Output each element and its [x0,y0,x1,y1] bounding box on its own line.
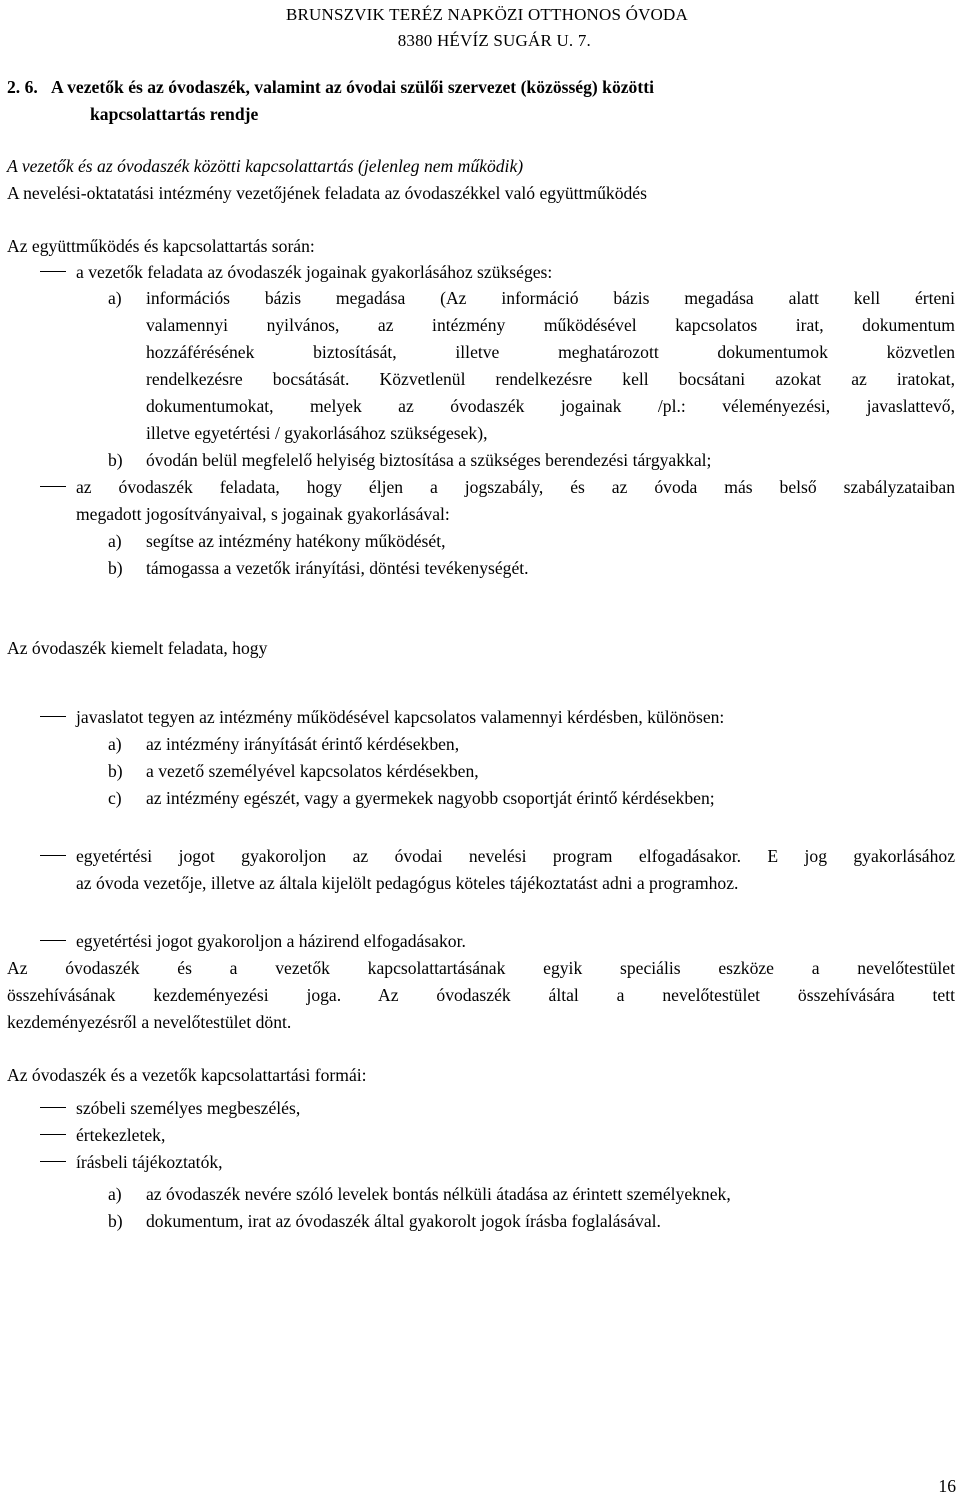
d1-a-line: illetve egyetértési / gyakorlásához szükségesek), [146,423,488,443]
intro-paragraph: A nevelési-oktatatási intézmény vezetőjének feladata az óvodaszékkel való együttműködés [7,183,647,203]
form-item: írásbeli tájékoztatók, [76,1152,223,1172]
page-number: 16 [938,1476,956,1496]
d1-a-line: hozzáférésének biztosítását, illetve meghatározott dokumentumok közvetlen [146,342,955,362]
dash1-text: a vezetők feladata az óvodaszék jogainak gyakorlásához szükséges: [76,262,553,282]
d2-b-label: b) [108,558,123,578]
d1-a-line: dokumentumokat, melyek az óvodaszék jogainak /pl.: véleményezési, javaslattevő, [146,396,955,416]
cooperation-paragraph: Az együttműködés és kapcsolattartás során: [7,236,315,256]
d3-a-label: a) [108,734,122,754]
d3-b-text: a vezető személyével kapcsolatos kérdésekben, [146,761,479,781]
f-b-label: b) [108,1211,123,1231]
f-a-label: a) [108,1184,122,1204]
d1-a-line: információs bázis megadása (Az információ bázis megadása alatt kell érteni [146,288,955,308]
dash-bullet [40,1134,66,1135]
eszkoz-line: Az óvodaszék és a vezetők kapcsolattartásának egyik speciális eszköze a nevelőtestület [7,958,955,978]
f-b-text: dokumentum, irat az óvodaszék által gyakorolt jogok írásba foglalásával. [146,1211,661,1231]
section-number: 2. 6. [7,77,38,97]
d3-a-text: az intézmény irányítását érintő kérdésekben, [146,734,460,754]
dash4-line1: egyetértési jogot gyakoroljon az óvodai nevelési program elfogadásakor. E jog gyakorlásához [76,846,955,866]
dash-bullet [40,716,66,717]
d1-a-line: valamennyi nyilvános, az intézmény működésével kapcsolatos irat, dokumentum [146,315,955,335]
d1-a-line: rendelkezésre bocsátását. Közvetlenül rendelkezésre kell bocsátani azokat az iratokat, [146,369,955,389]
kiemelt-paragraph: Az óvodaszék kiemelt feladata, hogy [7,638,268,658]
dash2-line2: megadott jogosítványaival, s jogainak gyakorlásával: [76,504,450,524]
header-address: 8380 HÉVÍZ SUGÁR U. 7. [397,31,591,50]
dash-bullet [40,940,66,941]
dash4-line2: az óvoda vezetője, illetve az általa kijelölt pedagógus köteles tájékoztatást adni a programhoz. [76,873,739,893]
dash-bullet [40,855,66,856]
section-title-line2: kapcsolattartás rendje [90,104,259,124]
form-item: értekezletek, [76,1125,166,1145]
dash3-text: javaslatot tegyen az intézmény működésével kapcsolatos valamennyi kérdésben, különösen: [76,707,725,727]
d3-c-label: c) [108,788,122,808]
d1-b-label: b) [108,450,123,470]
form-item: szóbeli személyes megbeszélés, [76,1098,301,1118]
dash-bullet [40,271,66,272]
dash2-line1: az óvodaszék feladata, hogy éljen a jogszabály, és az óvoda más belső szabályzataiban [76,477,955,497]
d3-b-label: b) [108,761,123,781]
sub-heading: A vezetők és az óvodaszék közötti kapcsolattartás (jelenleg nem működik) [7,156,524,176]
dash5-text: egyetértési jogot gyakoroljon a házirend elfogadásakor. [76,931,466,951]
section-title-line1: A vezetők és az óvodaszék, valamint az óvodai szülői szervezet (közösség) közötti [51,77,654,97]
d1-b-text: óvodán belül megfelelő helyiség biztosítása a szükséges berendezési tárgyakkal; [146,450,712,470]
d2-a-text: segítse az intézmény hatékony működését, [146,531,446,551]
formak-paragraph: Az óvodaszék és a vezetők kapcsolattartási formái: [7,1065,367,1085]
d1-a-label: a) [108,288,122,308]
f-a-text: az óvodaszék nevére szóló levelek bontás nélküli átadása az érintett személyeknek, [146,1184,731,1204]
eszkoz-line: összehívásának kezdeményezési joga. Az óvodaszék által a nevelőtestület összehívására tett [7,985,955,1005]
eszkoz-line: kezdeményezésről a nevelőtestület dönt. [7,1012,292,1032]
dash-bullet [40,486,66,487]
d2-a-label: a) [108,531,122,551]
dash-bullet [40,1161,66,1162]
dash-bullet [40,1107,66,1108]
d3-c-text: az intézmény egészét, vagy a gyermekek nagyobb csoportját érintő kérdésekben; [146,788,715,808]
header-institution: BRUNSZVIK TERÉZ NAPKÖZI OTTHONOS ÓVODA [285,5,688,24]
d2-b-text: támogassa a vezetők irányítási, döntési tevékenységét. [146,558,529,578]
